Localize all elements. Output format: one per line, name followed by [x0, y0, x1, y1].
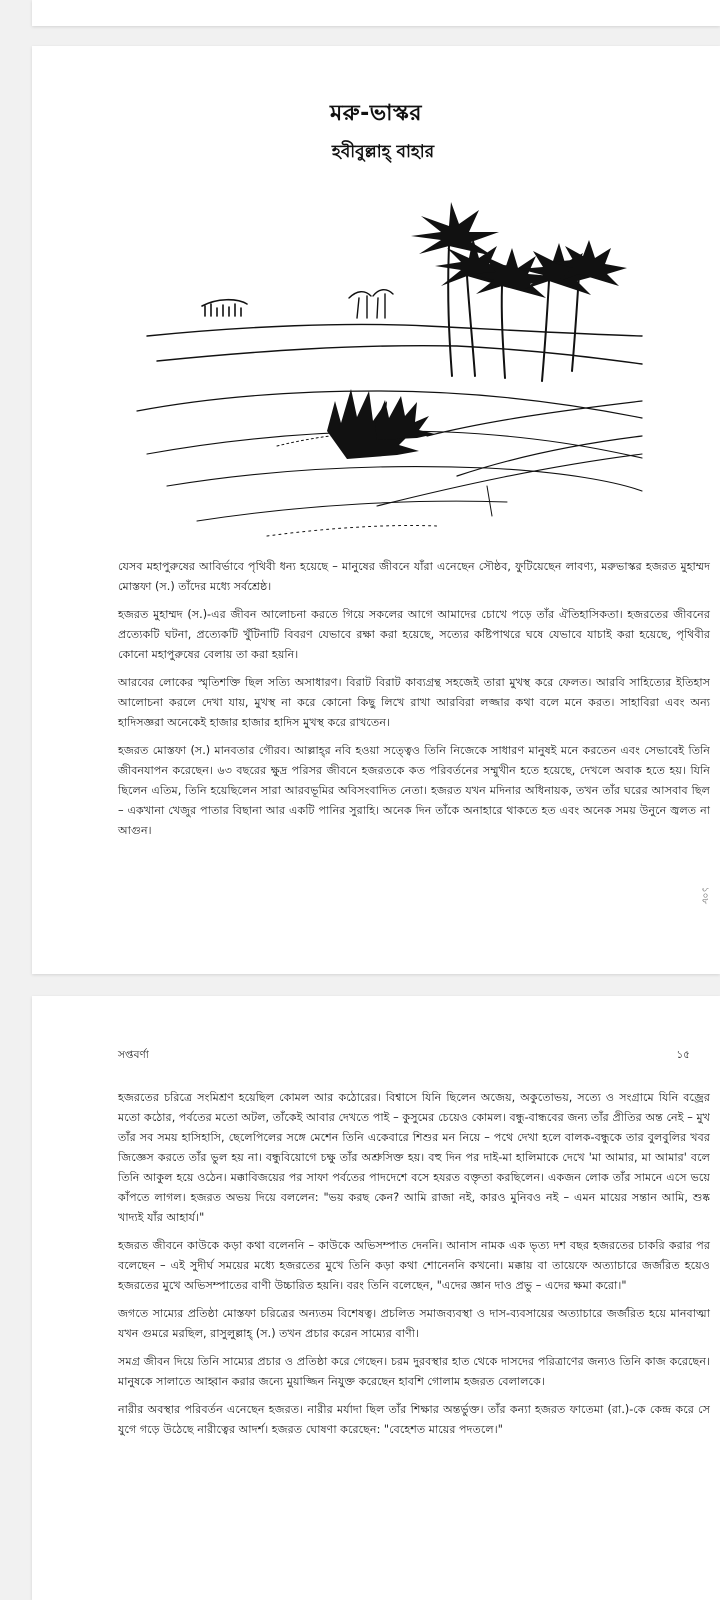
page-number: ১৫ — [676, 1049, 690, 1061]
paragraph: নারীর অবস্থার পরিবর্তন এনেছেন হজরত। নারীর মর্যাদা ছিল তাঁর শিক্ষার অন্তর্ভুক্ত। তাঁর কন্যা হজরত ফাতেমা (রা.)-কে কেন্দ্র করে সে যুগে গড়ে উঠেছে নারীত্বের আদর্শ। হজরত ঘোষণা করেছেন: "বেহেশত মায়ের পদতলে।" — [118, 1403, 710, 1436]
paragraph: হজরত জীবনে কাউকে কড়া কথা বলেননি – কাউকে অভিসম্পাত দেননি। আনাস নামক এক ভৃত্য দশ বছর হজরতের চাকরি করার পর বলেছেন – এই সুদীর্ঘ সময়ের মধ্যে হজরতের মুখে তিনি কড়া কথা শোনেননি কখনো। মক্কায় বা তায়েফে অত্যাচারে জর্জরিত হয়েও হজরতের মুখে অভিসম্পাতের বাণী উচ্চারিত হয়নি। বরং তিনি বলেছেন, "এদের জ্ঞান দাও প্রভু – এদের ক্ষমা করো।" — [118, 1239, 710, 1292]
page-2-body — [118, 1088, 710, 1448]
paragraph: সমগ্র জীবন দিয়ে তিনি সাম্যের প্রচার ও প্রতিষ্ঠা করে গেছেন। চরম দুরবস্থার হাত থেকে দাসদের পরিত্রাণের জন্যও তিনি কাজ করেছেন। মানুষকে সালাতে আহ্বান করার জন্যে মুয়াজ্জিন নিযুক্ত করেছেন হাবশি গোলাম হজরত বেলালকে। — [118, 1355, 710, 1388]
document-page-2 — [32, 996, 720, 1600]
paragraph: আরবের লোকের স্মৃতিশক্তি ছিল সত্যি অসাধারণ। বিরাট বিরাট কাব্যগ্রন্থ সহজেই তারা মুখস্থ করে ফেলত। আরবি সাহিত্যের ইতিহাস আলোচনা করলে দেখা যায়, মুখস্থ না করে কোনো কিছু লিখে রাখা আরবিরা লজ্জার কথা বলে মনে করত। সাহাবিরা এবং অন্য হাদিসজ্ঞরা অনেকেই হাজার হাজার হাদিস মুখস্থ করে রাখতেন। — [118, 676, 710, 729]
desert-palm-illustration — [127, 186, 647, 546]
author-name: হবীবুল্লাহ্‌ বাহার — [331, 142, 435, 162]
document-page-1 — [32, 46, 720, 974]
chapter-heading — [32, 96, 720, 167]
paragraph: জগতে সাম্যের প্রতিষ্ঠা মোস্তফা চরিত্রের অন্যতম বিশেষত্ব। প্রচলিত সমাজব্যবস্থা ও দাস-ব্যবসায়ের অত্যাচারে জর্জরিত হয়ে মানবাত্মা যখন গুমরে মরছিল, রাসুলুল্লাহ্‌ (স.) তখন প্রচার করেন সাম্যের বাণী। — [118, 1307, 710, 1340]
side-page-number: ১০৮ — [699, 886, 710, 905]
paragraph: হজরত মোস্তফা (স.) মানবতার গৌরব। আল্লাহ্‌র নবি হওয়া সত্ত্বেও তিনি নিজেকে সাধারণ মানুষই মনে করতেন এবং সেভাবেই তিনি জীবনযাপন করেছেন। ৬৩ বছরের ক্ষুদ্র পরিসর জীবনে হজরতকে কত পরিবর্তনের সম্মুখীন হতে হয়েছে, দেখলে অবাক হতে হয়। যিনি ছিলেন এতিম, তিনি হয়েছিলেন সারা আরবভূমির অবিসংবাদিত নেতা। হজরত যখন মদিনার অধিনায়ক, তখন তাঁর ঘরের আসবাব ছিল – একখানা খেজুর পাতার বিছানা আর একটি পানির সুরাহি। অনেক দিন তাঁকে অনাহারে থাকতে হত এবং অনেক সময় উনুনে জ্বলত না আগুন। — [118, 744, 710, 837]
paragraph: যেসব মহাপুরুষের আবির্ভাবে পৃথিবী ধন্য হয়েছে – মানুষের জীবনে যাঁরা এনেছেন সৌষ্ঠব, ফুটিয়েছেন লাবণ্য, মরুভাস্কর হজরত মুহাম্মদ মোস্তফা (স.) তাঁদের মধ্যে সর্বশ্রেষ্ঠ। — [118, 560, 710, 593]
chapter-title: মরু-ভাস্কর — [330, 101, 422, 126]
book-title-header: সপ্তবর্ণা — [118, 1049, 149, 1061]
running-header — [118, 1048, 690, 1065]
paragraph: হজরতের চরিত্রে সংমিশ্রণ হয়েছিল কোমল আর কঠোরের। বিশ্বাসে যিনি ছিলেন অজেয়, অকুতোভয়, সত্যে ও সংগ্রামে যিনি বজ্রের মতো কঠোর, পর্বতের মতো অটল, তাঁকেই আবার দেখতে পাই – কুসুমের চেয়েও কোমল। বন্ধু-বান্ধবের জন্য তাঁর প্রীতির অন্ত নেই – মুখ তাঁর সব সময় হাসিহাসি, ছেলেপিলের সঙ্গে মেশেন তিনি একেবারে শিশুর মন নিয়ে – পথে দেখা হলে বালক-বন্ধুকে তার বুলবুলির খবর জিজ্ঞেস করতে তাঁর ভুল হয় না। বন্ধুবিয়োগে চক্ষু তাঁর অশ্রুসিক্ত হয়। বহু দিন পর দাই-মা হালিমাকে দেখে 'মা আমার, মা আমার' বলে তিনি আকুল হয়ে ওঠেন। মক্কাবিজয়ের পর সাফা পর্বতের পাদদেশে বসে হযরত বক্তৃতা করছিলেন। একজন লোক তাঁর সামনে এসে ভয়ে কাঁপতে লাগল। হজরত অভয় দিয়ে বললেন: "ভয় করছ কেন? আমি রাজা নই, কারও মুনিবও নই – এমন মায়ের সন্তান আমি, শুষ্ক খাদ্যই যাঁর আহার্য।" — [118, 1091, 710, 1224]
page-1-body — [118, 557, 710, 849]
paragraph: হজরত মুহাম্মদ (স.)-এর জীবন আলোচনা করতে গিয়ে সকলের আগে আমাদের চোখে পড়ে তাঁর ঐতিহাসিকতা। হজরতের জীবনের প্রত্যেকটি ঘটনা, প্রত্যেকটি খুঁটিনাটি বিবরণ যেভাবে রক্ষা করা হয়েছে, সত্যের কষ্টিপাথরে ঘষে যেভাবে যাচাই করা হয়েছে, পৃথিবীর কোনো মহাপুরুষের বেলায় তা করা হয়নি। — [118, 608, 710, 661]
previous-page-edge — [32, 0, 720, 26]
